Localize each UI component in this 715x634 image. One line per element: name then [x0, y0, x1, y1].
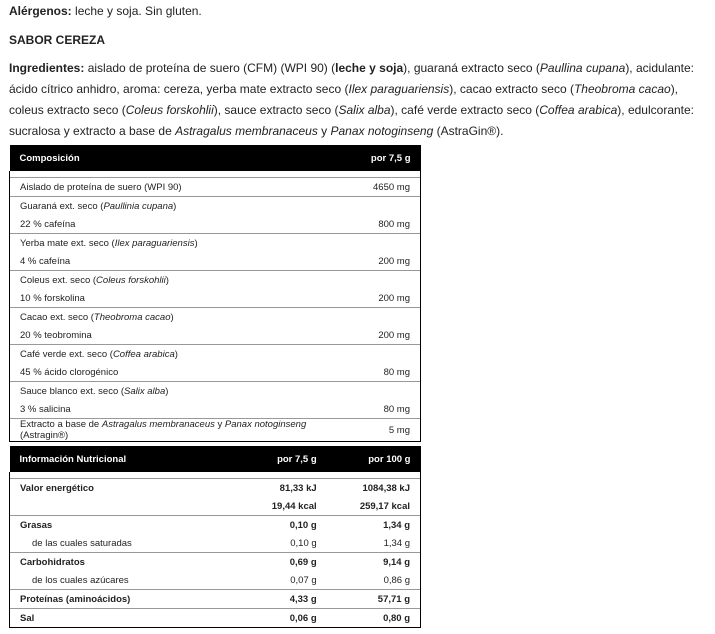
nutrition-per-100g: 1084,38 kJ: [327, 479, 421, 498]
text-fragment: 4 % cafeína: [20, 255, 71, 267]
text-fragment: Café verde ext. seco (: [20, 348, 113, 360]
nutrition-label: Grasas: [10, 516, 231, 535]
text-fragment: aislado de proteína de suero (CFM) (WPI 90) (: [84, 61, 336, 75]
text-fragment: (Astragin®): [20, 430, 69, 441]
nutrition-table: [9, 446, 421, 628]
text-fragment: Coleus forskohlii: [125, 103, 214, 117]
nutrition-per-100g: 1,34 g: [327, 516, 421, 535]
composition-ingredient: [10, 215, 327, 234]
ingredients-label: Ingredientes:: [9, 61, 85, 75]
nutrition-label: Carbohidratos: [10, 553, 231, 572]
nutrition-row: [10, 534, 421, 553]
text-fragment: Coffea arabica: [112, 348, 175, 360]
composition-row: [10, 215, 421, 234]
composition-row: [10, 400, 421, 419]
text-fragment: Salix alba: [124, 385, 166, 397]
composition-ingredient: [10, 345, 327, 364]
nutrition-row: [10, 516, 421, 535]
composition-row: [10, 289, 421, 308]
composition-amount: [327, 345, 421, 364]
allergens-line: [9, 1, 709, 22]
composition-amount: 5 mg: [327, 419, 421, 442]
composition-amount: 4650 mg: [327, 178, 421, 197]
text-fragment: Theobroma cacao: [93, 311, 171, 323]
nutrition-per-dose: 0,06 g: [231, 609, 327, 628]
composition-ingredient: [10, 252, 327, 271]
nutrition-header-label: Información Nutricional: [10, 446, 231, 472]
composition-row: [10, 419, 421, 442]
nutrition-per-dose: 0,07 g: [290, 574, 317, 586]
nutrition-header-100g: por 100 g: [327, 446, 421, 472]
nutrition-per-100g: 57,71 g: [327, 590, 421, 609]
composition-header-label: Composición: [10, 145, 327, 171]
composition-amount: 80 mg: [327, 400, 421, 419]
composition-amount: [327, 197, 421, 216]
nutrition-label: de los cuales azúcares: [10, 571, 231, 590]
composition-ingredient: [10, 382, 327, 401]
nutrition-row: [10, 590, 421, 609]
text-fragment: Panax notoginseng: [224, 419, 307, 430]
composition-header-dose: por 7,5 g: [327, 145, 421, 171]
text-fragment: Coleus ext. seco (: [20, 274, 97, 286]
composition-amount: 200 mg: [327, 252, 421, 271]
text-fragment: Aislado de proteína de suero (WPI 90): [20, 181, 182, 193]
nutrition-per-dose: 0,10 g: [231, 516, 327, 535]
composition-amount: 800 mg: [327, 215, 421, 234]
text-fragment: 10 % forskolina: [20, 292, 85, 304]
nutrition-per-dose: 81,33 kJ: [231, 479, 327, 498]
text-fragment: leche y soja: [335, 61, 404, 75]
nutrition-label: Proteínas (aminoácidos): [10, 590, 231, 609]
composition-amount: [327, 234, 421, 253]
composition-row: [10, 326, 421, 345]
nutrition-row: [10, 497, 421, 516]
text-fragment: Extracto a base de: [20, 419, 102, 430]
composition-amount: 200 mg: [327, 289, 421, 308]
text-fragment: Paullina cupana: [539, 61, 626, 75]
text-fragment: ): [173, 200, 177, 212]
text-fragment: Theobroma cacao: [573, 82, 671, 96]
nutrition-row: [10, 609, 421, 628]
flavor-heading: SABOR CEREZA: [9, 33, 106, 47]
nutrition-per-dose: 0,69 g: [231, 553, 327, 572]
composition-ingredient: [10, 234, 327, 253]
composition-ingredient: [10, 271, 327, 290]
nutrition-label: [10, 497, 231, 516]
composition-row: [10, 308, 421, 327]
nutrition-row: [10, 553, 421, 572]
text-fragment: ): [174, 348, 178, 360]
composition-ingredient: [10, 400, 327, 419]
text-fragment: ), sauce extracto seco (: [213, 103, 339, 117]
text-fragment: 20 % teobromina: [20, 329, 92, 341]
text-fragment: ), café verde extracto seco (: [390, 103, 540, 117]
nutrition-per-100g: 1,34 g: [327, 534, 421, 553]
composition-amount: [327, 308, 421, 327]
text-fragment: Panax notoginseng: [330, 124, 434, 138]
text-fragment: Yerba mate ext. seco (: [20, 237, 115, 249]
composition-row: [10, 234, 421, 253]
composition-row: [10, 178, 421, 197]
text-fragment: Astragalus membranaceus: [101, 419, 215, 430]
composition-row: [10, 271, 421, 290]
text-fragment: 3 % salicina: [20, 403, 71, 415]
allergens-text: leche y soja. Sin gluten.: [71, 4, 202, 18]
text-fragment: ), acidulante: ácido cítrico anhidro, aroma: cereza, yerba mate extracto seco (: [9, 61, 695, 96]
nutrition-label: Valor energético: [10, 479, 231, 498]
composition-row: [10, 252, 421, 271]
nutrition-header-dose: por 7,5 g: [231, 446, 327, 472]
nutrition-label: de las cuales saturadas: [10, 534, 231, 553]
text-fragment: Cacao ext. seco (: [20, 311, 94, 323]
composition-ingredient: [10, 197, 327, 216]
composition-ingredient: [10, 419, 327, 442]
ingredients-paragraph: [9, 58, 709, 142]
text-fragment: (AstraGin®).: [433, 124, 504, 138]
text-fragment: ), edulcorante: sucralosa y extracto a base de: [9, 103, 695, 138]
text-fragment: ): [194, 237, 198, 249]
text-fragment: y: [214, 419, 225, 430]
nutrition-per-dose: 4,33 g: [231, 590, 327, 609]
text-fragment: 22 % cafeína: [20, 218, 76, 230]
text-fragment: Salix alba: [338, 103, 391, 117]
text-fragment: Sauce blanco ext. seco (: [20, 385, 125, 397]
text-fragment: Astragalus membranaceus: [175, 124, 318, 138]
composition-ingredient: [10, 363, 327, 382]
text-fragment: ): [170, 311, 174, 323]
composition-ingredient: [10, 178, 327, 197]
text-fragment: ), guaraná extracto seco (: [403, 61, 540, 75]
nutrition-per-dose: 0,10 g: [290, 537, 317, 549]
composition-ingredient: [10, 289, 327, 308]
text-fragment: y: [317, 124, 331, 138]
text-fragment: Coleus forskohlii: [96, 274, 166, 286]
text-fragment: Paullinia cupana: [103, 200, 174, 212]
composition-table: [9, 145, 421, 442]
nutrition-row: [10, 479, 421, 498]
composition-ingredient: [10, 308, 327, 327]
nutrition-row: [10, 571, 421, 590]
text-fragment: Ilex paraguariensis: [114, 237, 195, 249]
nutrition-per-dose: 19,44 kcal: [271, 500, 317, 512]
text-fragment: ): [165, 274, 169, 286]
composition-row: [10, 382, 421, 401]
allergens-label: Alérgenos:: [9, 4, 72, 18]
composition-amount: 200 mg: [327, 326, 421, 345]
nutrition-per-100g: 0,86 g: [327, 571, 421, 590]
composition-row: [10, 363, 421, 382]
text-fragment: ), cacao extracto seco (: [449, 82, 574, 96]
nutrition-per-100g: 259,17 kcal: [327, 497, 421, 516]
nutrition-per-100g: 0,80 g: [327, 609, 421, 628]
composition-amount: 80 mg: [327, 363, 421, 382]
text-fragment: Ilex paraguariensis: [348, 82, 450, 96]
text-fragment: 45 % ácido clorogénico: [20, 366, 119, 378]
composition-ingredient: [10, 326, 327, 345]
text-fragment: Guaraná ext. seco (: [20, 200, 104, 212]
text-fragment: Coffea arabica: [539, 103, 618, 117]
text-fragment: ), coleus extracto seco (: [9, 82, 679, 117]
nutrition-per-100g: 9,14 g: [327, 553, 421, 572]
composition-row: [10, 197, 421, 216]
composition-amount: [327, 271, 421, 290]
composition-row: [10, 345, 421, 364]
nutrition-label: Sal: [10, 609, 231, 628]
text-fragment: ): [165, 385, 169, 397]
composition-amount: [327, 382, 421, 401]
